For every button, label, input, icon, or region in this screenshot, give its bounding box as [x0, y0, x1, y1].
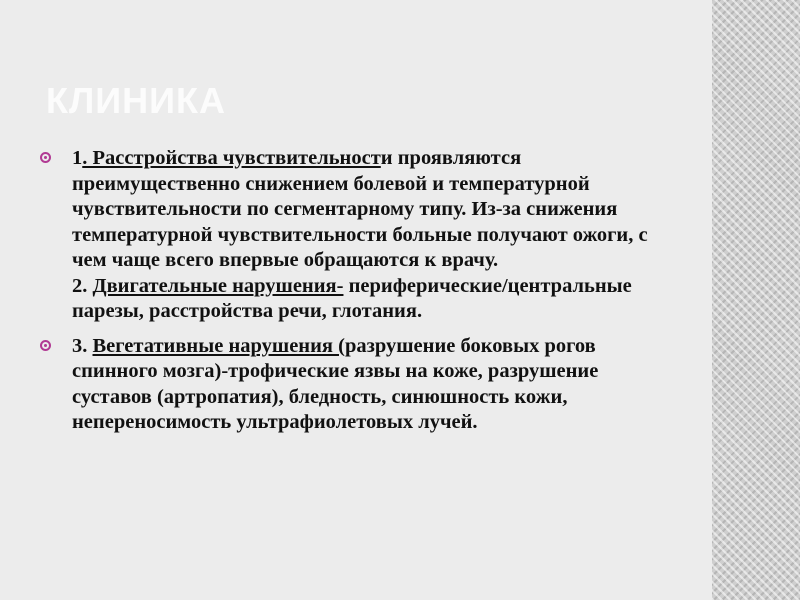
bullet-1-number: 1	[72, 147, 83, 169]
bullet-item-2	[40, 334, 680, 436]
bullet-1-term: . Расстройства чувствительност	[82, 147, 381, 169]
slide-content	[40, 146, 680, 436]
bullet-1b-text: периферические/центральные парезы, расстройства речи, глотания.	[72, 274, 632, 322]
bullet-circle-icon	[40, 152, 51, 163]
bullet-1-text: и проявляются преимущественно снижением болевой и температурной чувствительности по сегментарному типу. Из-за снижения температурной чувствительности больные получают ожоги, с чем чаще всего впервые обращаются к врачу.	[72, 147, 648, 271]
bullet-1b-term: Двигательные нарушения-	[92, 274, 344, 297]
bullet-2-text: разрушение боковых рогов спинного мозга)-трофические язвы на коже, разрушение суставов (артропатия), бледность, синюшность кожи, непереносимость ультрафиолетовых лучей.	[72, 334, 599, 433]
bullet-2-term: Вегетативные нарушения (	[92, 334, 345, 357]
slide-title: КЛИНИКА	[46, 80, 226, 121]
bullet-2-number: 3.	[72, 334, 93, 357]
decorative-side-panel	[712, 0, 800, 600]
bullet-item-1	[40, 146, 680, 325]
bullet-1b-number: 2.	[72, 274, 93, 297]
bullet-circle-icon	[40, 340, 51, 351]
